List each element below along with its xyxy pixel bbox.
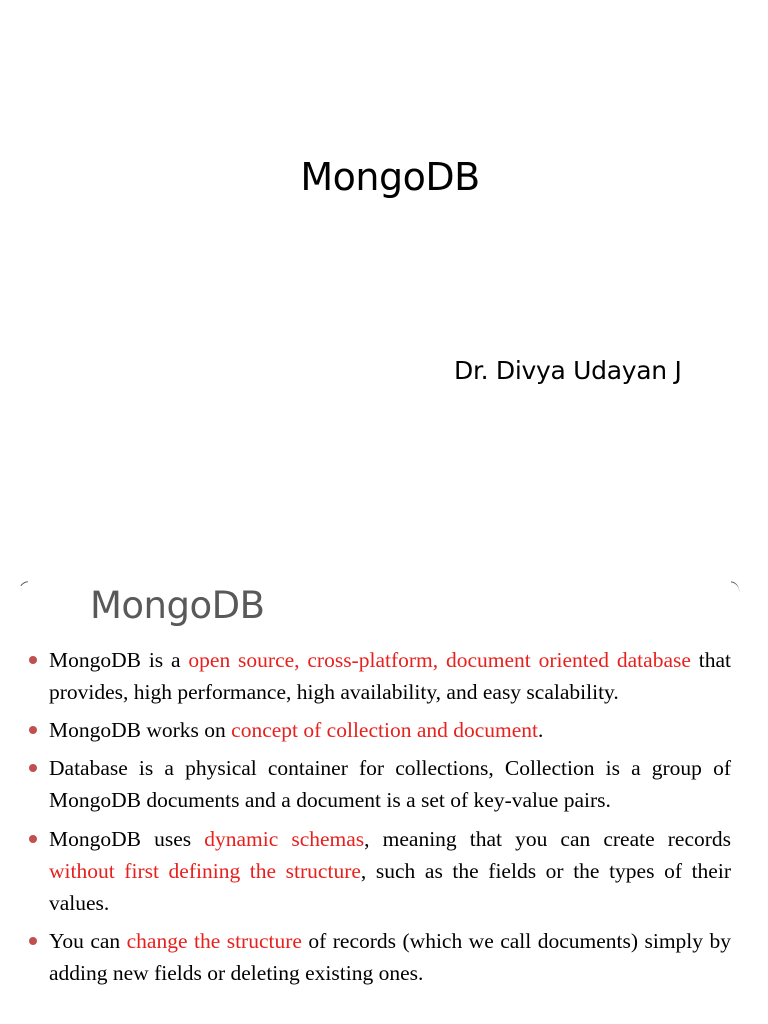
bullet-text: that provides, high performance, high availability, and easy scalability. [49, 648, 731, 704]
bullet-dot-icon [29, 937, 37, 945]
bullet-highlight: open source, cross-platform, document oriented database [188, 648, 691, 672]
bullet-item [28, 644, 731, 708]
bullet-text: MongoDB works on [49, 718, 232, 742]
bullet-dot-icon [29, 764, 37, 772]
content-slide [0, 560, 768, 1024]
bullet-highlight: concept of collection and document [231, 718, 539, 742]
bullet-dot-icon [29, 835, 37, 843]
bullet-text: You can [49, 929, 127, 953]
bullet-highlight: without first defining the structure [49, 859, 361, 883]
bullet-text: of records (which we call documents) simply by adding new fields or deleting existing ones. [49, 929, 731, 985]
bullet-list [28, 644, 731, 995]
bullet-dot-icon [29, 656, 37, 664]
bullet-highlight: dynamic schemas [204, 827, 365, 851]
slide-corner-left-decoration [17, 581, 30, 594]
bullet-item [28, 925, 731, 989]
slide-corner-right-decoration [729, 581, 741, 594]
bullet-text: MongoDB is a [49, 648, 189, 672]
bullet-item [28, 823, 731, 919]
bullet-highlight: change the structure [126, 929, 302, 953]
bullet-dot-icon [29, 726, 37, 734]
slide-heading: MongoDB [90, 584, 265, 627]
slide-title: MongoDB [300, 155, 480, 199]
author-name: Dr. Divya Udayan J [454, 356, 682, 385]
bullet-text: Database is a physical container for collections, Collection is a group of MongoDB documents and a document is a set of key-value pairs. [49, 756, 731, 812]
bullet-text: . [538, 718, 544, 742]
bullet-text: MongoDB uses [49, 827, 205, 851]
bullet-text: , meaning that you can create records [364, 827, 732, 851]
bullet-item [28, 752, 731, 816]
bullet-text: , such as the fields or the types of their values. [49, 859, 731, 915]
bullet-item [28, 714, 731, 746]
